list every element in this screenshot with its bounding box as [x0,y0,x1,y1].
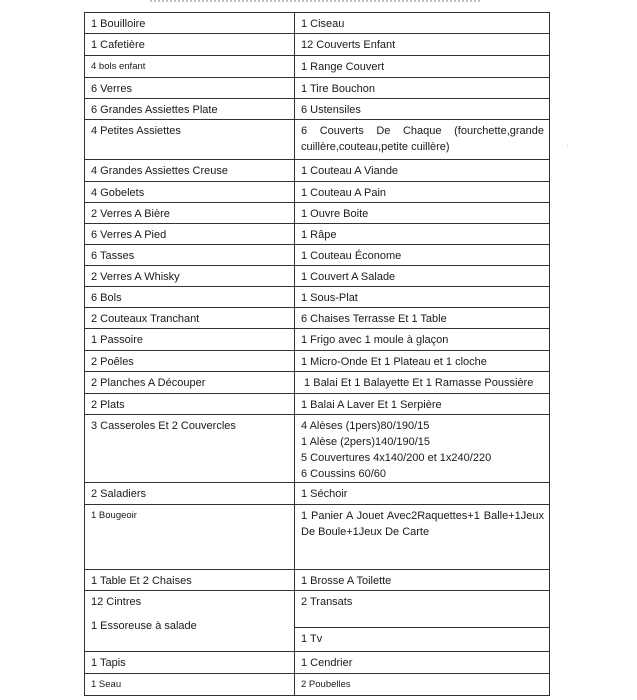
cell-line: 12 Cintres [91,596,142,608]
table-row [85,13,550,34]
right-cell: 1 Frigo avec 1 moule à glaçon [295,329,550,351]
table-row [85,266,550,287]
right-cell: 1 Couteau A Viande [295,160,550,182]
table-row [85,394,550,415]
table-row [85,224,550,245]
cell-line: 1 Tv [301,633,323,645]
table-row [85,203,550,224]
left-cell: 2 Verres A Whisky [85,266,295,287]
right-cell: 12 Couverts Enfant [295,34,550,56]
table-row [85,245,550,266]
left-cell: 2 Plats [85,394,295,415]
right-cell: 1 Balai Et 1 Balayette Et 1 Ramasse Poussière [295,372,550,394]
cell-line: 5 Couvertures 4x140/200 et 1x240/220 [301,452,492,464]
table-row [85,160,550,182]
right-cell: 1 Tire Bouchon [295,78,550,99]
right-cell: 1 Sous-Plat [295,287,550,308]
cell-line: 1 Essoreuse à salade [91,620,197,632]
left-cell: 6 Tasses [85,245,295,266]
table-row [85,483,550,505]
right-cell: 1 Ciseau [295,13,550,34]
left-cell: 1 Passoire [85,329,295,351]
table-row [85,308,550,329]
table-row [85,99,550,120]
table-row [85,415,550,483]
table-row [85,287,550,308]
left-cell: 6 Bols [85,287,295,308]
cell-line: 2 Transats [295,591,549,628]
left-cell: 1 Cafetière [85,34,295,56]
inventory-table [84,12,550,696]
table-row [85,570,550,591]
left-cell: 4 Gobelets [85,182,295,203]
left-cell: 6 Grandes Assiettes Plate [85,99,295,120]
right-cell [295,415,550,483]
left-cell: 2 Verres A Bière [85,203,295,224]
right-cell: 1 Micro-Onde Et 1 Plateau et 1 cloche [295,351,550,372]
cell-line: 4 Alèses (1pers)80/190/15 [301,420,430,432]
right-cell: 1 Râpe [295,224,550,245]
left-cell: 2 Planches A Découper [85,372,295,394]
left-cell: 4 Grandes Assiettes Creuse [85,160,295,182]
right-cell: 1 Balai A Laver Et 1 Serpière [295,394,550,415]
left-cell: 2 Couteaux Tranchant [85,308,295,329]
left-cell: 2 Poêles [85,351,295,372]
table-row [85,34,550,56]
right-cell: 1 Cendrier [295,652,550,674]
table-row [85,56,550,78]
left-cell: 1 Bougeoir [85,505,295,570]
cell-line: 1 Alèse (2pers)140/190/15 [301,436,431,448]
right-cell: 6 Chaises Terrasse Et 1 Table [295,308,550,329]
right-cell: 6 Couverts De Chaque (fourchette,grande cuillère,couteau,petite cuillère) [295,120,550,160]
right-cell: 1 Brosse A Toilette [295,570,550,591]
table-row [85,351,550,372]
left-cell: 4 bols enfant [85,56,295,78]
cell-line: 6 Coussins 60/60 [301,468,386,480]
left-cell: 4 Petites Assiettes [85,120,295,160]
left-cell: 2 Saladiers [85,483,295,505]
right-cell: 1 Couteau A Pain [295,182,550,203]
left-cell [85,591,295,652]
right-cell: 1 Range Couvert [295,56,550,78]
table-row [85,674,550,696]
table-row [85,505,550,570]
right-cell: 6 Ustensiles [295,99,550,120]
right-cell [295,591,550,652]
left-cell: 6 Verres A Pied [85,224,295,245]
right-cell: 2 Poubelles [295,674,550,696]
table-row [85,182,550,203]
right-cell: 1 Couvert A Salade [295,266,550,287]
page-top-fragment [150,0,480,8]
table-row [85,372,550,394]
left-cell: 1 Seau [85,674,295,696]
left-cell: 1 Table Et 2 Chaises [85,570,295,591]
table-row [85,652,550,674]
right-cell: 1 Panier A Jouet Avec2Raquettes+1 Balle+1Jeux De Boule+1Jeux De Carte [295,505,550,570]
left-cell: 6 Verres [85,78,295,99]
left-cell: 1 Tapis [85,652,295,674]
right-cell: 1 Séchoir [295,483,550,505]
left-cell: 1 Bouilloire [85,13,295,34]
table-row [85,78,550,99]
right-cell: 1 Couteau Économe [295,245,550,266]
table-row [85,120,550,160]
table-row [85,329,550,351]
left-cell: 3 Casseroles Et 2 Couvercles [85,415,295,483]
table-row [85,591,550,652]
scan-speck: · [566,140,569,150]
right-cell: 1 Ouvre Boite [295,203,550,224]
